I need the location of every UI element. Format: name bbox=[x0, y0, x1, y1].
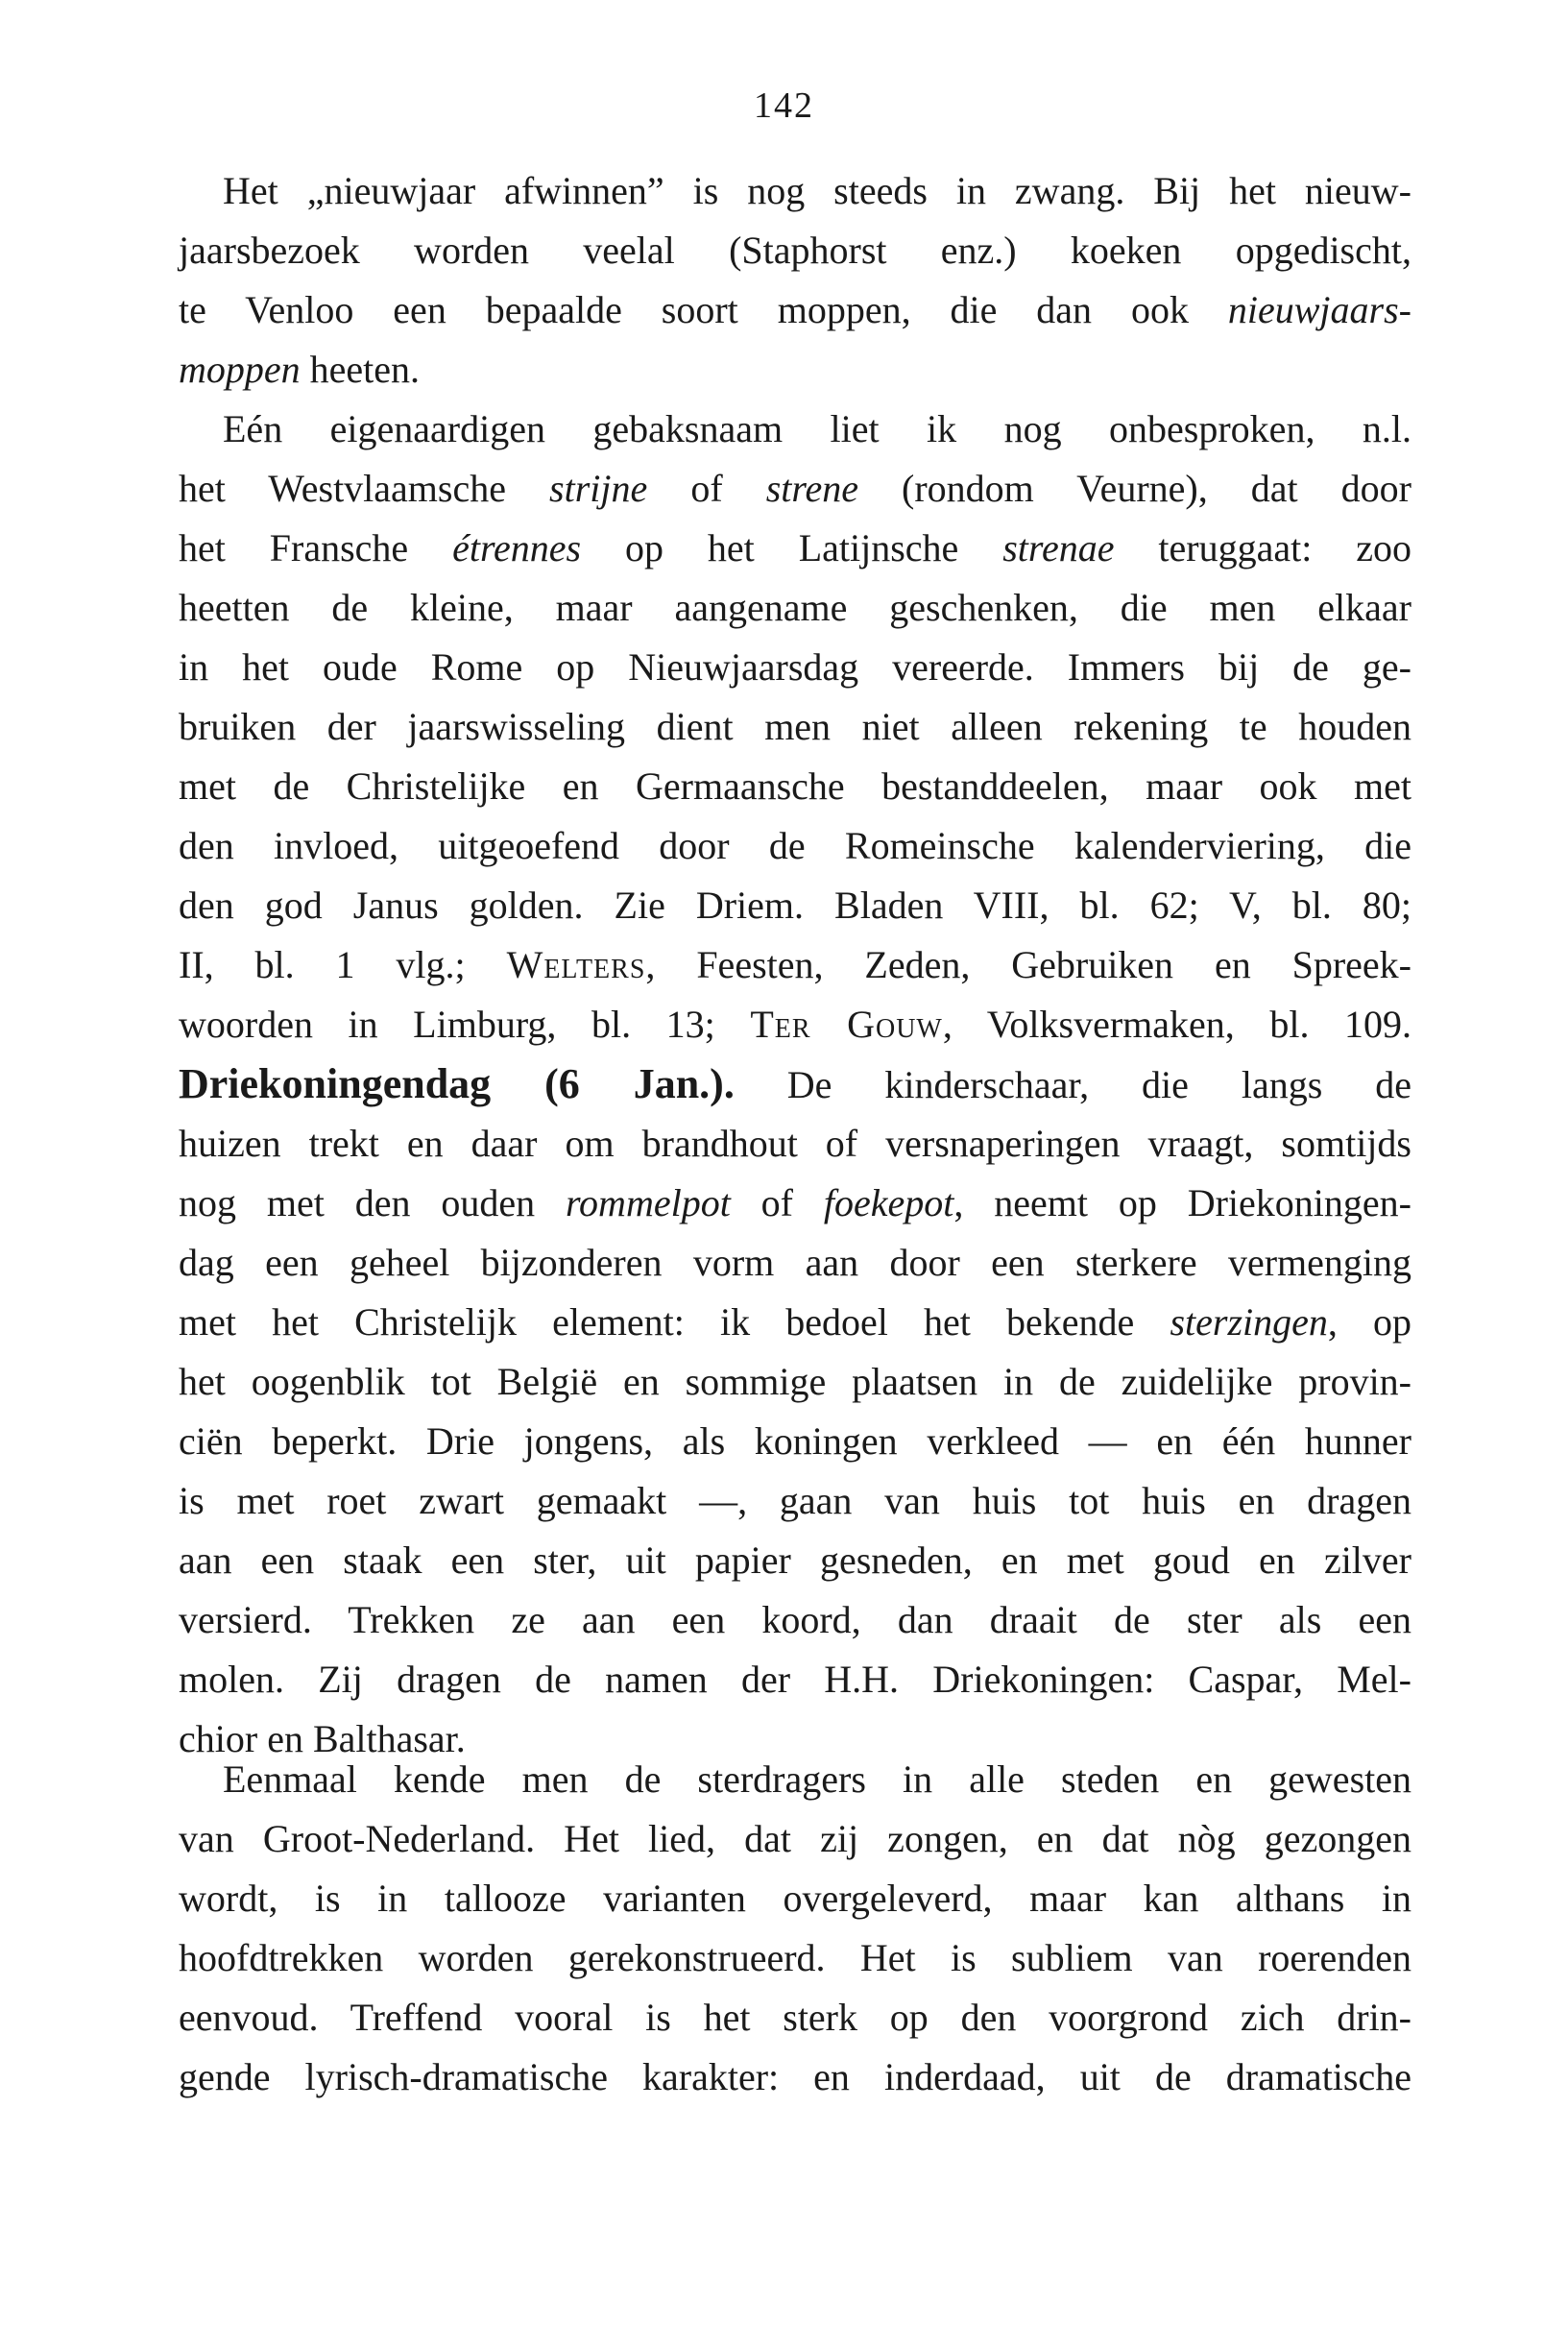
text-run: , Volksvermaken, bl. 109. bbox=[942, 1003, 1412, 1046]
text-line: jaarsbezoek worden veelal (Staphorst enz.) koeken opgedischt, bbox=[179, 229, 1411, 272]
text-line: ciën beperkt. Drie jongens, als koningen verkleed — en één hunner bbox=[179, 1419, 1411, 1463]
text-line bbox=[179, 995, 1411, 1054]
italic-term: sterzingen bbox=[1170, 1300, 1328, 1344]
text-line: bruiken der jaarswisseling dient men niet alleen rekening te houden bbox=[179, 705, 1411, 748]
text-line: Eén eigenaardigen gebaksnaam liet ik nog onbesproken, n.l. bbox=[223, 407, 1411, 450]
text-run: , neemt op Driekoningen- bbox=[953, 1181, 1411, 1224]
text-line: Eenmaal kende men de sterdragers in alle steden en gewesten bbox=[223, 1757, 1411, 1801]
text-line: eenvoud. Treffend vooral is het sterk op den voorgrond zich drin- bbox=[179, 1996, 1411, 2039]
text-line bbox=[179, 935, 1411, 995]
text-run: , Feesten, Zeden, Gebruiken en Spreek- bbox=[645, 943, 1411, 986]
text-line: molen. Zij dragen de namen der H.H. Driekoningen: Caspar, Mel- bbox=[179, 1658, 1411, 1701]
paragraph-nieuwjaar bbox=[179, 161, 1411, 400]
italic-term: strijne bbox=[549, 467, 648, 510]
author-name: Welters bbox=[506, 943, 646, 986]
text-run: te Venloo een bepaalde soort moppen, die dan ook bbox=[179, 288, 1228, 331]
text-line bbox=[179, 280, 1411, 340]
text-line bbox=[179, 1174, 1411, 1233]
text-line: wordt, is in tallooze varianten overgeleverd, maar kan althans in bbox=[179, 1877, 1411, 1920]
text-line: Het „nieuwjaar afwinnen” is nog steeds in zwang. Bij het nieuw- bbox=[223, 169, 1411, 212]
paragraph-gebaksnaam bbox=[179, 400, 1411, 1054]
italic-term: étrennes bbox=[452, 526, 582, 569]
text-line: heetten de kleine, maar aangename geschenken, die men elkaar bbox=[179, 586, 1411, 629]
italic-term: moppen bbox=[179, 348, 301, 391]
text-line: den invloed, uitgeoefend door de Romeinsche kalenderviering, die bbox=[179, 824, 1411, 867]
text-line: dag een geheel bijzonderen vorm aan door een sterkere vermenging bbox=[179, 1241, 1411, 1284]
text-line: gende lyrisch-dramatische karakter: en inderdaad, uit de dramatische bbox=[179, 2055, 1411, 2098]
page-number: 142 bbox=[754, 85, 814, 126]
section-heading: Driekoningendag (6 Jan.). bbox=[179, 1060, 735, 1107]
text-line: aan een staak een ster, uit papier gesneden, en met goud en zilver bbox=[179, 1539, 1411, 1582]
text-run: op het Latijnsche bbox=[581, 526, 1003, 569]
text-line bbox=[179, 459, 1411, 519]
text-run: het Westvlaamsche bbox=[179, 467, 550, 510]
text-line: van Groot-Nederland. Het lied, dat zij zongen, en dat nòg gezongen bbox=[179, 1817, 1411, 1860]
italic-term: foekepot bbox=[823, 1181, 954, 1224]
text-run: II, bl. 1 vlg.; bbox=[179, 943, 507, 986]
text-run: , op bbox=[1327, 1300, 1412, 1344]
text-line bbox=[179, 1054, 1411, 1114]
text-line bbox=[179, 519, 1411, 578]
author-name: Ter Gouw bbox=[750, 1003, 943, 1046]
text-run: woorden in Limburg, bl. 13; bbox=[179, 1003, 751, 1046]
paragraph-driekoningendag bbox=[179, 1054, 1411, 1769]
text-run: of bbox=[647, 467, 766, 510]
body-text-lower bbox=[179, 1750, 1411, 2107]
text-line: hoofdtrekken worden gerekonstrueerd. Het is subliem van roerenden bbox=[179, 1936, 1411, 1979]
body-text-upper bbox=[179, 161, 1411, 1769]
text-line: den god Janus golden. Zie Driem. Bladen VIII, bl. 62; V, bl. 80; bbox=[179, 884, 1411, 927]
text-line bbox=[179, 1293, 1411, 1352]
italic-term: strene bbox=[765, 467, 858, 510]
text-line: huizen trekt en daar om brandhout of versnaperingen vraagt, somtijds bbox=[179, 1122, 1411, 1165]
text-run: (rondom Veurne), dat door bbox=[857, 467, 1411, 510]
text-run: met het Christelijk element: ik bedoel het bekende bbox=[179, 1300, 1170, 1344]
text-run: teruggaat: zoo bbox=[1114, 526, 1411, 569]
text-run: of bbox=[730, 1181, 824, 1224]
text-line: is met roet zwart gemaakt —, gaan van huis tot huis en dragen bbox=[179, 1479, 1411, 1522]
text-line: in het oude Rome op Nieuwjaarsdag vereerde. Immers bij de ge- bbox=[179, 645, 1411, 689]
text-line: chior en Balthasar. bbox=[179, 1717, 466, 1760]
text-run: De kinderschaar, die langs de bbox=[734, 1063, 1411, 1106]
text-line: versierd. Trekken ze aan een koord, dan draait de ster als een bbox=[179, 1598, 1411, 1641]
italic-term: strenae bbox=[1002, 526, 1115, 569]
text-line: het oogenblik tot België en sommige plaatsen in de zuidelijke provin- bbox=[179, 1360, 1411, 1403]
italic-term: rommelpot bbox=[565, 1181, 731, 1224]
text-run: heeten. bbox=[300, 348, 421, 391]
italic-term: nieuwjaars- bbox=[1227, 288, 1411, 331]
text-line bbox=[179, 340, 1411, 400]
text-run: nog met den ouden bbox=[179, 1181, 566, 1224]
text-run: het Fransche bbox=[179, 526, 453, 569]
paragraph-sterdragers bbox=[179, 1750, 1411, 2107]
text-line: met de Christelijke en Germaansche bestanddeelen, maar ook met bbox=[179, 764, 1411, 808]
